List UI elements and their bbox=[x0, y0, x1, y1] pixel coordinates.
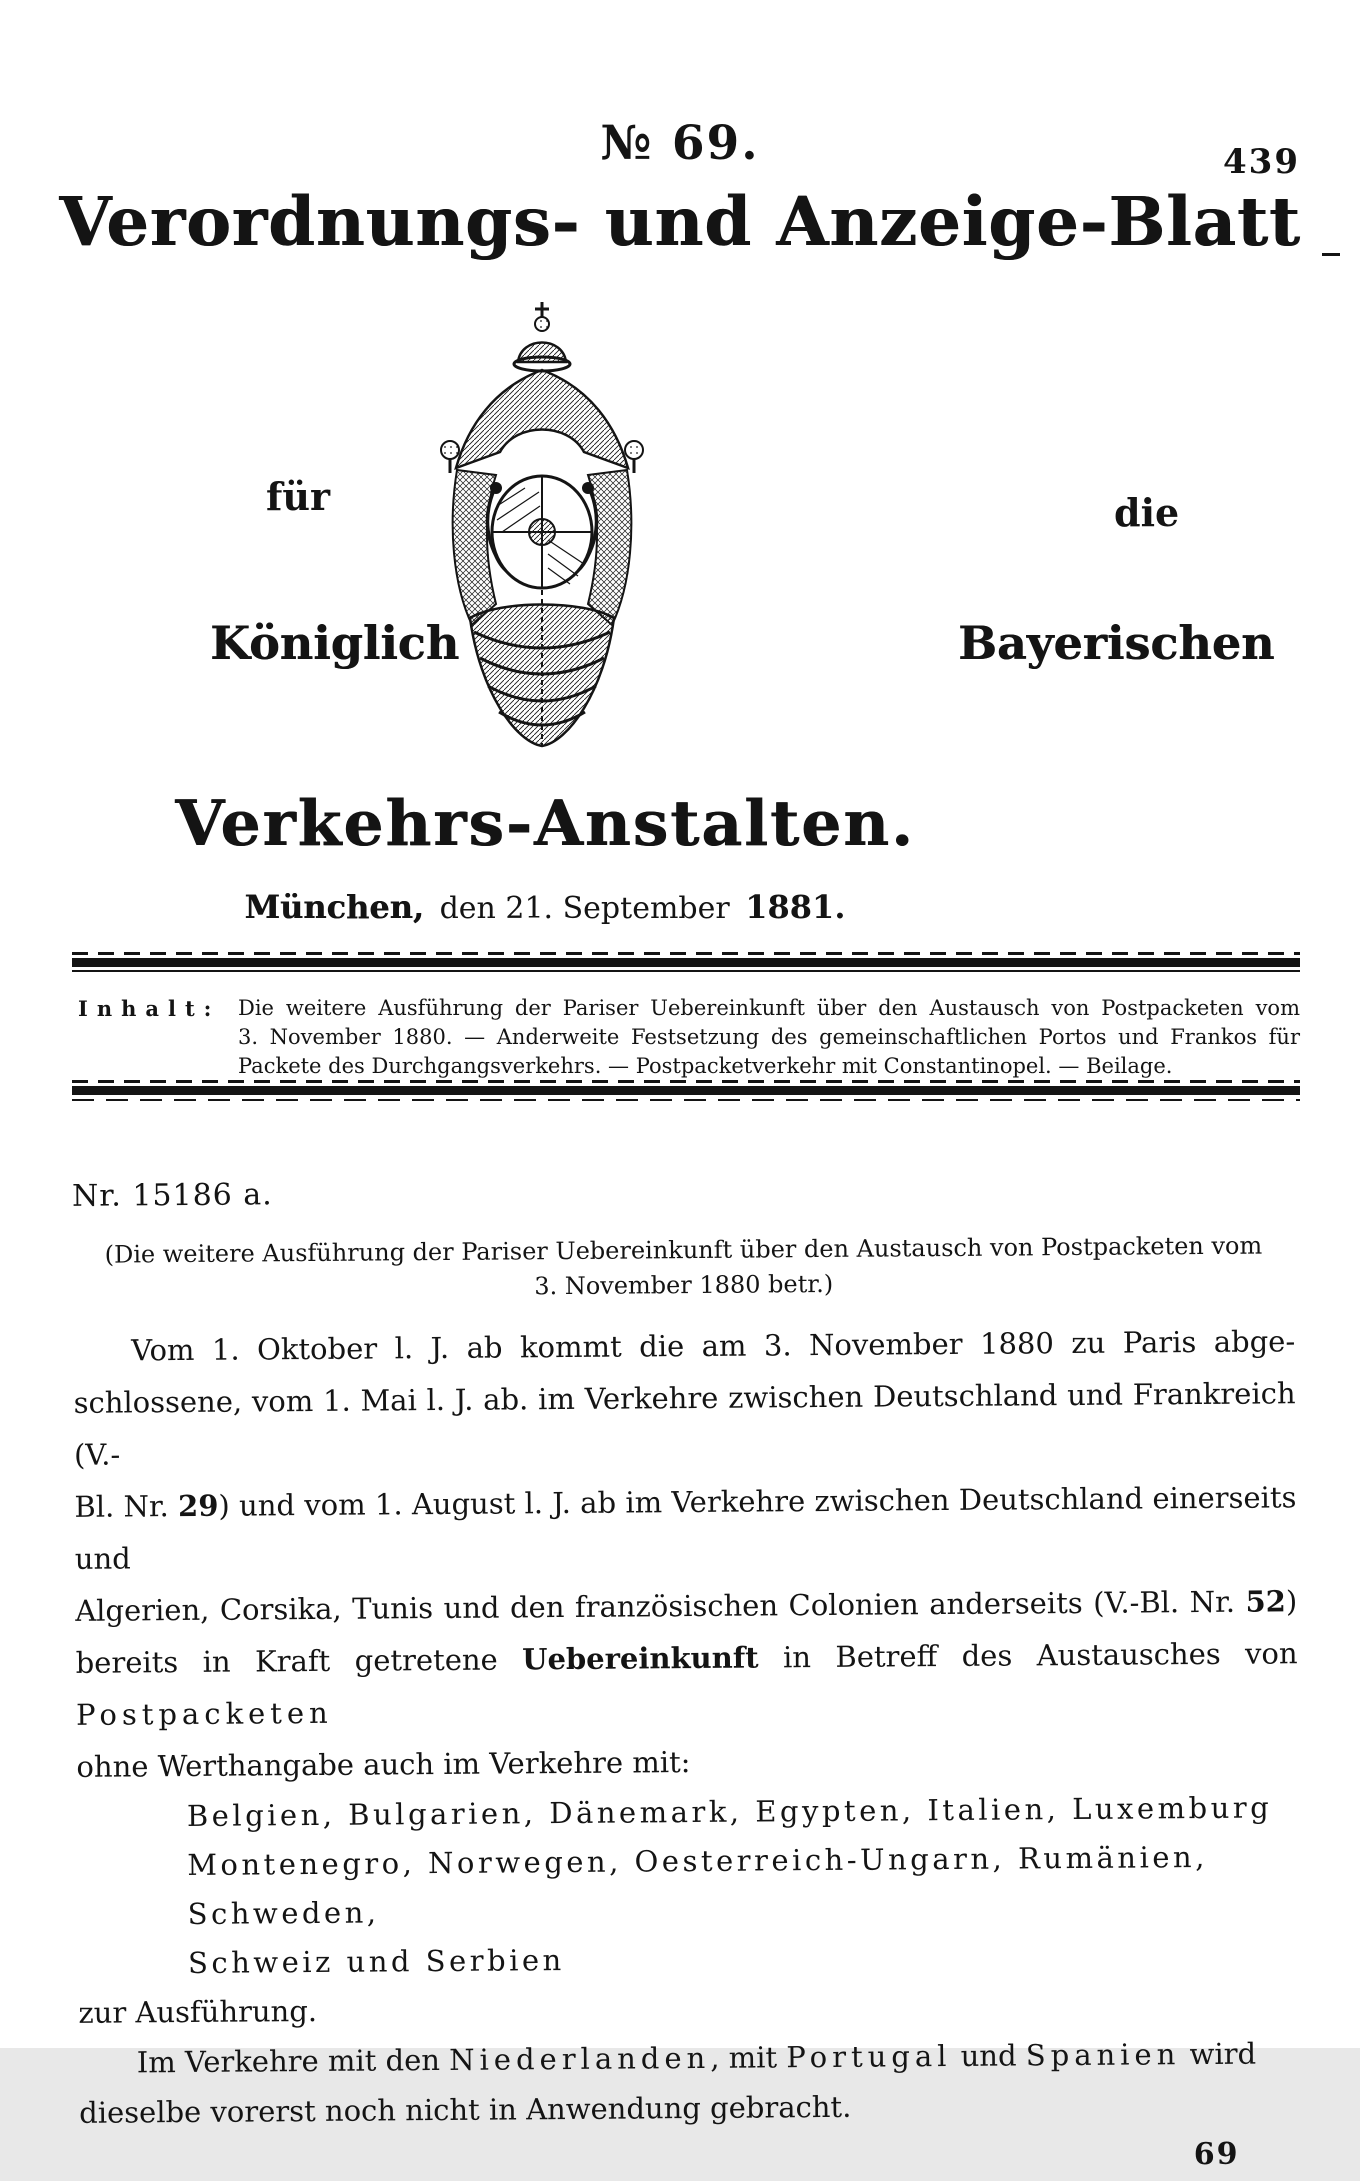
text-run: Im Verkehre mit den bbox=[136, 2042, 450, 2080]
text-run: ) bbox=[1285, 1584, 1298, 1619]
body-line: Vom 1. Oktober l. J. ab kommt die am 3. November 1880 zu Paris abge- bbox=[131, 1324, 1296, 1368]
masthead-word-fuer: für bbox=[266, 474, 330, 519]
body-line: dieselbe vorerst noch nicht in Anwendung gebracht. bbox=[79, 2089, 852, 2130]
rule-dashed-line bbox=[72, 1099, 1300, 1101]
double-rule-bottom bbox=[72, 1080, 1300, 1101]
country-list bbox=[187, 1783, 1301, 1988]
text-run: und bbox=[951, 2038, 1026, 2074]
country-list-line: Belgien, Bulgarien, Dänemark, Egypten, Italien, Luxemburg bbox=[186, 1790, 1273, 1834]
article-subject bbox=[72, 1228, 1295, 1308]
text-run: Bl. Nr. bbox=[74, 1489, 179, 1524]
text-run-bold: 52 bbox=[1245, 1584, 1287, 1619]
page-number: 439 bbox=[1223, 142, 1300, 182]
article-body bbox=[72, 1169, 1302, 2181]
body-line: schlossene, vom 1. Mai l. J. ab. im Verkehre zwischen Deutschland und Frankreich (V.- bbox=[73, 1376, 1296, 1472]
body-line bbox=[75, 1575, 1297, 1637]
text-run-spaced: Niederlanden bbox=[449, 2040, 711, 2077]
text-run-spaced: Postpacketen bbox=[75, 1695, 333, 1732]
inhalt-text bbox=[238, 994, 1300, 1081]
rule-thick-bar bbox=[72, 1086, 1300, 1095]
masthead-word-koeniglich: Königlich bbox=[210, 616, 460, 670]
body-line bbox=[75, 1627, 1298, 1741]
text-run-bold: Uebereinkunft bbox=[522, 1640, 759, 1677]
country-list-line: Schweiz und Serbien bbox=[187, 1943, 565, 1981]
text-run: wird bbox=[1180, 2036, 1257, 2072]
masthead-subtitle: Verkehrs-Anstalten. bbox=[175, 786, 915, 860]
inhalt-line: 3. November 1880. — Anderweite Festsetzung des gemeinschaftlichen Portos und Frankos für bbox=[238, 1025, 1300, 1049]
text-run: in Betreff des Austausches von bbox=[758, 1636, 1298, 1675]
dateline-city: München, bbox=[244, 888, 425, 926]
masthead-title: Verordnungs- und Anzeige-Blatt bbox=[59, 182, 1301, 261]
dateline bbox=[0, 888, 1090, 926]
rule-dashed-line bbox=[72, 1080, 1300, 1083]
article-number: Nr. 15186 a. bbox=[71, 1177, 273, 1214]
text-run: bereits in Kraft getretene bbox=[75, 1642, 523, 1680]
text-run: ) und vom 1. August l. J. ab im Verkehre zwischen Deutschland einerseits und bbox=[74, 1480, 1297, 1576]
inhalt-line: Die weitere Ausführung der Pariser Uebereinkunft über den Austausch von Postpacketen vom bbox=[238, 996, 1300, 1020]
body-line bbox=[74, 1471, 1297, 1585]
closing-line: zur Ausführung. bbox=[78, 1993, 318, 2030]
text-run-spaced: Portugal bbox=[786, 2039, 952, 2075]
scan-artifact-dash bbox=[1322, 253, 1340, 256]
body-line bbox=[79, 2028, 1301, 2088]
dateline-year: 1881. bbox=[745, 888, 846, 926]
sheet-number: 69 bbox=[1193, 2136, 1240, 2173]
inhalt-line: Packete des Durchgangsverkehrs. — Postpacketverkehr mit Constantinopel. — Beilage. bbox=[238, 1054, 1173, 1078]
paragraph-2 bbox=[79, 2028, 1302, 2138]
issue-number: № 69. bbox=[600, 116, 760, 171]
text-run: Algerien, Corsika, Tunis und den französischen Colonien anderseits (V.-Bl. Nr. bbox=[75, 1584, 1246, 1628]
country-list-line: Montenegro, Norwegen, Oesterreich-Ungarn, Rumänien, Schweden, bbox=[187, 1839, 1208, 1932]
rule-dashed-line bbox=[72, 952, 1300, 955]
bavarian-coat-of-arms-icon bbox=[424, 300, 660, 752]
text-run: , mit bbox=[710, 2040, 787, 2075]
text-run-bold: 29 bbox=[177, 1488, 219, 1524]
body-line: ohne Werthangabe auch im Verkehre mit: bbox=[76, 1745, 691, 1784]
dateline-date: den 21. September bbox=[439, 891, 730, 926]
masthead-word-bayerischen: Bayerischen bbox=[958, 616, 1275, 670]
masthead-word-die: die bbox=[1114, 490, 1180, 535]
subject-line: (Die weitere Ausführung der Pariser Uebereinkunft über den Austausch von Postpacketen vom bbox=[104, 1231, 1263, 1269]
rule-thick-bar bbox=[72, 958, 1300, 967]
text-run-spaced: Spanien bbox=[1025, 2037, 1181, 2073]
inhalt-label: Inhalt: bbox=[78, 996, 221, 1021]
paragraph-1 bbox=[73, 1315, 1299, 1793]
rule-thin-line bbox=[72, 970, 1300, 972]
double-rule-top bbox=[72, 952, 1300, 972]
subject-line: 3. November 1880 betr.) bbox=[534, 1269, 834, 1301]
table-of-contents bbox=[78, 994, 1300, 1081]
